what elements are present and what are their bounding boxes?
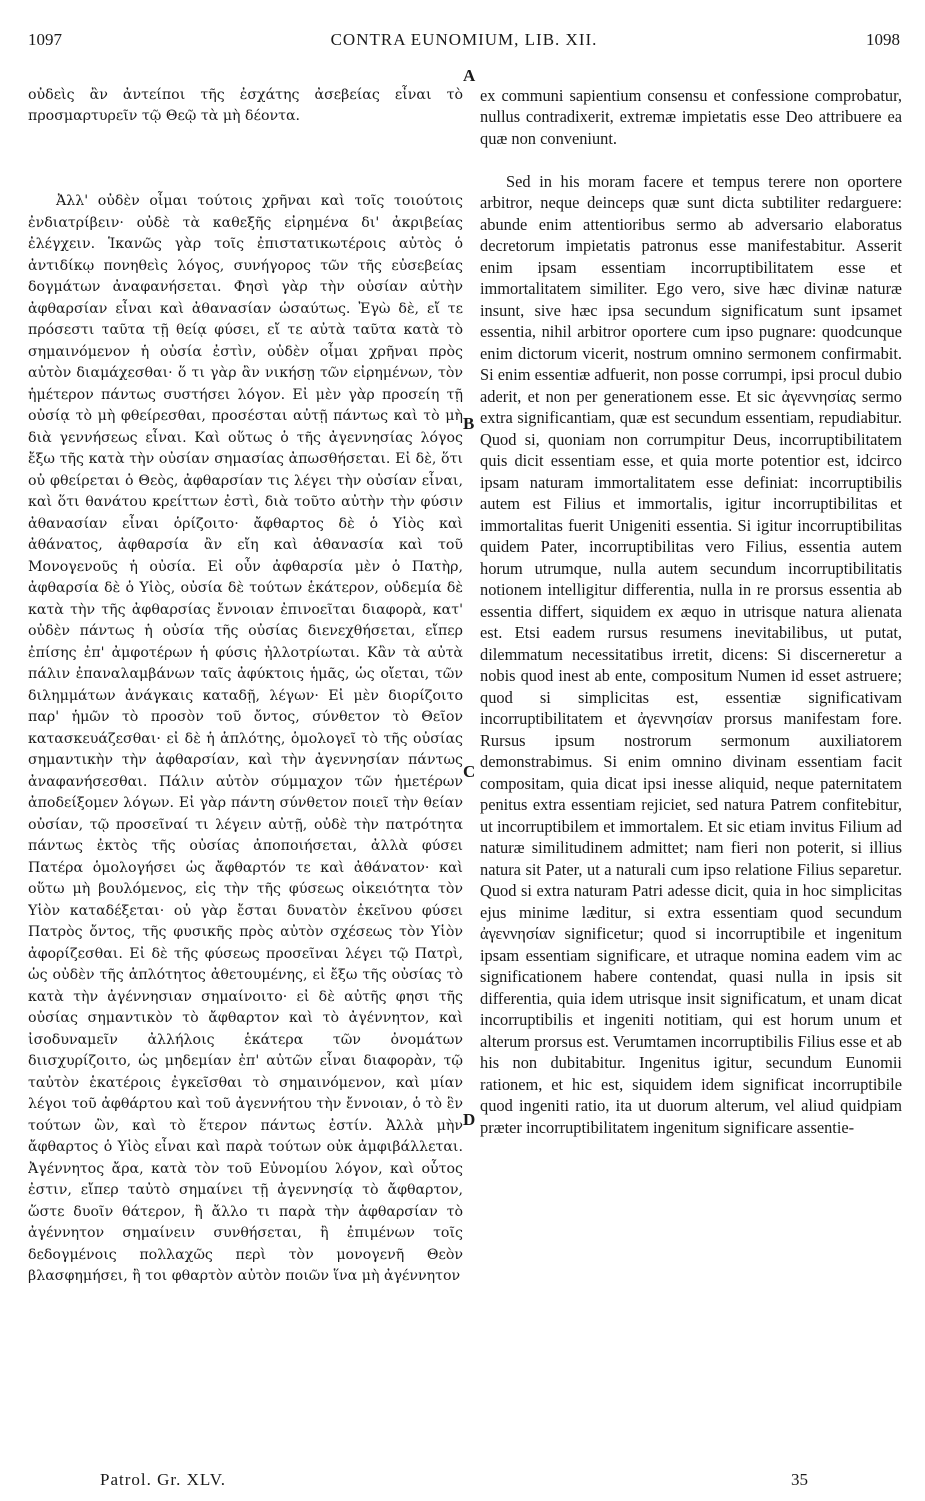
page-number-left: 1097 [28,30,62,49]
footer-source: Patrol. Gr. XLV. [100,1470,227,1489]
page-number-right: 1098 [866,30,900,49]
latin-paragraph-1: ex communi sapientium consensu et confessione comprobatur, nullus contradixerit, extremæ impietatis esse Deo attribuere ea quæ non conveniunt. [480,85,902,148]
greek-column [28,63,463,1473]
section-marker-a: A [463,66,476,85]
running-header [28,30,900,56]
latin-column [480,63,902,1473]
latin-paragraph-2: Sed in his moram facere et tempus terere non oportere arbitror, neque deinceps quæ sunt dicta subtiliter redarguere: abunde enim attentioribus sermo ab adversario elaboratus decretorum impietatis patronus esse manifestabitur. Asserit enim ipsam essentiam incorruptibilitatem esse et immortalitatem similiter. Ego vero, sive hæc divinæ naturæ insunt, sive hæc ipsa secundum significatum sunt ipsamet essentia, nihil arbitror oportere cum ipso pugnare: quodcunque enim dictorum vicerit, nostrum omnino sermonem confirmabit. Si enim essentiæ adfuerit, non posse corrumpi, ipsi procul dubio aderit, et non per generationem esse. Et sic ἀγεννησίας sermo extra significantiam, quæ est secundum essentiam, repudiabitur. Quod si, quoniam non corrumpitur Deus, incorruptibilitatem quis dicit essentiam esse, et quia morte potentior est, idcirco ipsam naturam immortalitatem esse definiat: incorruptibilis autem est Filius et immortalis, igitur incorruptibilitas et immortalitas fuerit Unigeniti essentia. Si igitur incorruptibilitas quidem Pater, incorruptibilitas vero Filius, essentia autem horum utrumque, nulla autem secundum incorruptibilitatis notionem intelligitur differentia, nulla in re prorsus essentia ab essentia differt, siquidem ex æquo in utrisque natura alienata est. Etsi eadem rursus resumens inevitabilibus, ut putat, dilemmatum necessitatibus irretit, dicens: Si discerneretur a nobis quod inest ab ente, compositum Numen id esset astruere; quod si simplicitas est, essentiæ significativam incorruptibilitatem et ἀγεννησίαν prorsus manifestam fore. Rursus ipsum nostrorum sermonum auxiliatorem demonstrabimus. Si enim omnino divinam essentiam facit compositam, quia dicat ipsi inesse aliquid, neque paternitatem penitus extra essentiam rejiciet, sed natura Patrem confitebitur, ut incorruptibilem et immortalem. Et sic etiam invitus Filium ad naturæ similitudinem admittet; nam fieri non poterit, si illius natura sit Pater, ut a naturali cum ipso relatione Filius separetur. Quod si extra naturam Patri adesse dicit, quia in hoc simplicitas ejus minime læditur, si extra essentiam quod secundum ἀγεννησίαν significetur; quod si incorruptibile et ingenitum ipsam essentiam significare, et utraque nomina eadem vim ac significationem habere contendat, quasi nulla in ipsis sit differentia, quia idem utrisque insit significatum, et unam dicat incorruptibilis et ingeniti notitiam, qui est horum unum et alterum prorsus est. Verumtamen incorruptibilis Filius esse et ab his non dubitabitur. Ingenitus igitur, secundum Eunomii rationem, et hic est, siquidem idem significat incorruptibile quod ingeniti ratio, ita ut duorum alterum, vel aliud quidpiam præter incorruptibilitatem ingenitum significare assentie- [480,171,902,1137]
footer-signature: 35 [791,1470,808,1489]
greek-paragraph-1: οὐδεὶς ἂν ἀντείποι τῆς ἐσχάτης ἀσεβείας εἶναι τὸ προσμαρτυρεῖν τῷ Θεῷ τὰ μὴ δέοντα. [28,86,463,124]
section-marker-c: C [463,762,476,781]
greek-paragraph-2: Ἀλλ' οὐδὲν οἶμαι τούτοις χρῆναι καὶ τοῖς τοιούτοις ἐνδιατρίβειν· οὐδὲ τὰ καθεξῆς εἰρημένα δι' ἀκριβείας ἐλέγχειν. Ἱκανῶς γὰρ τοῖς ἐπιστατικωτέροις αὐτὸς ὁ ἀντιδίκῳ πονηθεὶς λόγος, συνήγορος τῶν τῆς εὐσεβείας δογμάτων ἀναφανήσεται. Φησὶ γὰρ τὴν οὐσίαν αὐτὴν ἀφθαρσίαν εἶναι καὶ ἀθανασίαν ὡσαύτως. Ἐγὼ δὲ, εἴ τε πρόσεστι ταῦτα τῇ θείᾳ φύσει, εἴ τε αὐτὰ ταῦτα κατὰ τὸ σημαινόμενον ἡ οὐσία ἐστὶν, οὐδὲν οἶμαι χρῆναι πρὸς αὐτὸν διαμάχεσθαι· ὅ τι γὰρ ἂν νικήσῃ τῶν εἰρημένων, τὸν ἡμέτερον πάντως συστήσει λόγον. Εἰ μὲν γὰρ προσείη τῇ οὐσίᾳ τὸ μὴ φθείρεσθαι, προσέσται αὐτῇ πάντως καὶ τὸ μὴ διὰ γεννήσεως εἶναι. Καὶ οὕτως ὁ τῆς ἀγεννησίας λόγος ἔξω τῆς κατὰ τὴν οὐσίαν σημασίας ἀπωσθήσεται. Εἰ δὲ, ὅτι οὐ φθείρεται ὁ Θεὸς, ἀφθαρσίαν τις λέγει τὴν οὐσίαν εἶναι, καὶ ὅτι θανάτου κρείττων ἐστὶ, διὰ τοῦτο αὐτὴν τὴν φύσιν ἀθανασίαν εἶναι ὁρίζοιτο· ἄφθαρτος δὲ ὁ Υἱὸς καὶ ἀθάνατος, ἀφθαρσία ἂν εἴη καὶ ἀθανασία καὶ τοῦ Μονογενοῦς ἡ οὐσία. Εἰ οὖν ἀφθαρσία μὲν ὁ Πατὴρ, ἀφθαρσία δὲ ὁ Υἱὸς, οὐσία δὲ τούτων ἑκάτερον, οὐδεμία δὲ κατὰ τὴν τῆς ἀφθαρσίας ἔννοιαν ἐπινοεῖται διαφορὰ, κατ' οὐδὲν πάντως ἡ οὐσία τῆς οὐσίας διενεχθήσεται, εἴπερ ἐπίσης ἐπ' ἀμφοτέρων ἡ φύσις ἠλλοτρίωται. Κἂν τὰ αὐτὰ πάλιν ἐπαναλαμβάνων ταῖς ἀφύκτοις ἡμᾶς, ὡς οἴεται, τῶν διλημμάτων ἀνάγκαις καταδῇ, λέγων· Εἰ μὲν διορίζοιτο παρ' ἡμῶν τὸ προσὸν τοῦ ὄντος, σύνθετον τὸ Θεῖον κατασκευάζεσθαι· εἰ δὲ ἡ ἁπλότης, ὁμολογεῖ τὸ τῆς οὐσίας σημαντικὴν τὴν ἀφθαρσίαν, καὶ τὴν ἀγεννησίαν πάντως ἀναφανήσεσθαι. Πάλιν αὐτὸν σύμμαχον τῶν ἡμετέρων ἀποδείξομεν λόγων. Εἰ γὰρ πάντη σύνθετον ποιεῖ τὴν θείαν οὐσίαν, τῷ προσεῖναί τι λέγειν αὐτῇ, οὐδὲ τὴν πατρότητα πάντως ἐκτὸς τῆς οὐσίας ἀποποιήσεται, ἀλλὰ φύσει Πατέρα ὁμολογήσει ὡς ἄφθαρτόν τε καὶ ἀθάνατον· καὶ οὕτω μὴ βουλόμενος, εἰς τὴν τῆς φύσεως οἰκειότητα τὸν Υἱὸν καταδέξεται· οὐ γὰρ ἔσται δυνατὸν ἐκεῖνου φύσει Πατρὸς ὄντος, τῆς φυσικῆς πρὸς αὐτὸν σχέσεως τὸν Υἱὸν ἀφορίζεσθαι. Εἰ δὲ τῆς φύσεως προσεῖναι λέγει τῷ Πατρὶ, ὡς οὐδὲν τῆς ἁπλότητος ἀθετουμένης, εἰ ἔξω τῆς οὐσίας τὸ κατὰ τὴν ἀγέννησιαν σημαίνοιτο· εἰ δὲ αὐτῆς φησι τῆς οὐσίας σημαντικὸν τὸ ἄφθαρτον καὶ τὸ ἀγέννητον, καὶ ἰσοδυναμεῖν ἀλλήλοις ἑκάτερα τῶν ὀνομάτων διισχυρίζοιτο, ὡς μηδεμίαν ἐπ' αὐτῶν εἶναι διαφορὰν, τῷ ταὐτὸν ἑκατέροις ἐγκεῖσθαι τὸ σημαινόμενον, καὶ μίαν λέγοι τοῦ ἀφθάρτου καὶ τοῦ ἀγεννήτου τὴν ἔννοιαν, ὁ τὸ ἓν τούτων ὢν, καὶ τὸ ἕτερον πάντως ἐστίν. Ἀλλὰ μὴν ἄφθαρτος ὁ Υἱὸς εἶναι καὶ παρὰ τούτων οὐκ ἀμφιβάλλεται. Ἀγέννητος ἄρα, κατὰ τὸν τοῦ Εὐνομίου λόγον, καὶ οὗτος ἐστιν, εἴπερ ταὐτὸ σημαίνει τῇ ἀγεννησίᾳ τὸ ἄφθαρτον, ὥστε δυοῖν θάτερον, ἢ ἄλλο τι παρὰ τὴν ἀφθαρσίαν τὸ ἀγέννητον σημαίνειν συνθήσεται, ἢ ἐπιμένων τοῖς δεδογμένοις πολλαχῶς περὶ τὸν μονογενῆ Θεὸν βλασφημήσει, ἢ τοι φθαρτὸν αὐτὸν ποιῶν ἵνα μὴ ἀγέννητον [28,193,463,1284]
section-marker-b: B [463,414,475,433]
section-marker-d: D [463,1110,476,1129]
running-title: CONTRA EUNOMIUM, LIB. XII. [330,30,598,49]
